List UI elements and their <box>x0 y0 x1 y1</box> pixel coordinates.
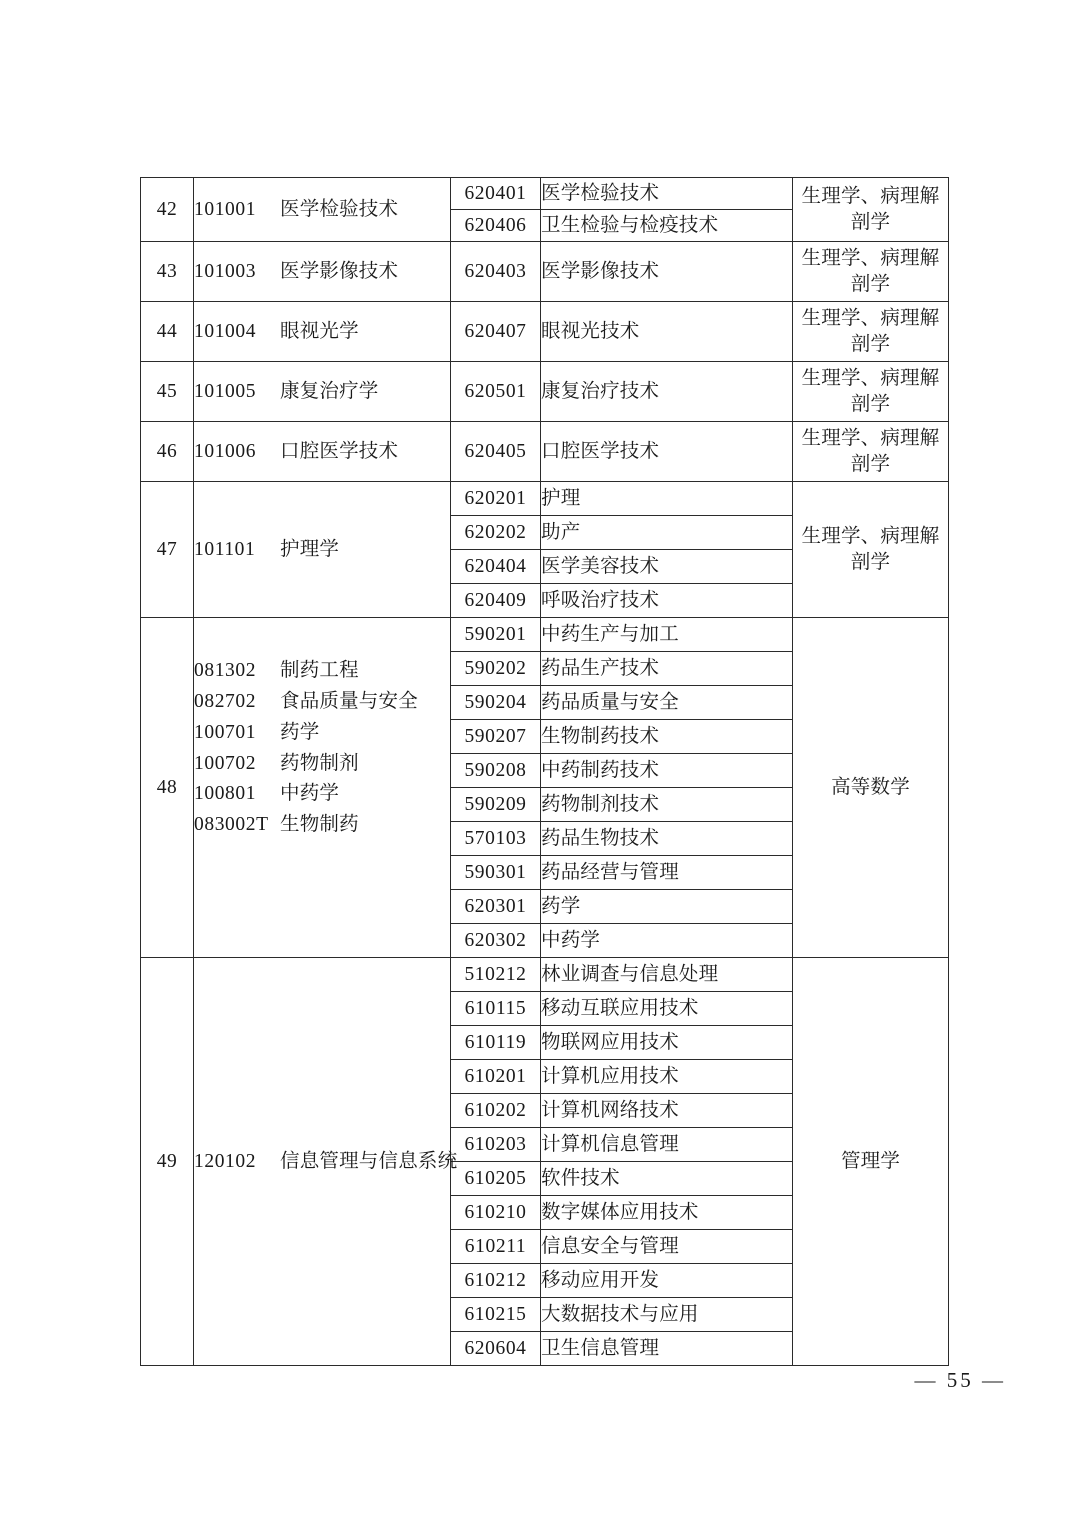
exam-subject-cell: 管理学 <box>793 958 949 1366</box>
table-row <box>141 242 949 302</box>
major-list <box>194 379 450 405</box>
specialty-name-cell: 卫生信息管理 <box>541 1332 793 1366</box>
specialty-code-cell: 570103 <box>451 822 541 856</box>
specialty-name-cell: 数字媒体应用技术 <box>541 1196 793 1230</box>
specialty-code-cell: 620406 <box>451 210 541 242</box>
specialty-code-cell: 610215 <box>451 1298 541 1332</box>
specialty-name-cell: 呼吸治疗技术 <box>541 584 793 618</box>
major-name: 口腔医学技术 <box>280 440 399 462</box>
major-name: 眼视光学 <box>280 320 359 342</box>
specialty-name-cell: 药品生产技术 <box>541 652 793 686</box>
specialty-name-cell: 物联网应用技术 <box>541 1026 793 1060</box>
specialty-name-cell: 药物制剂技术 <box>541 788 793 822</box>
specialty-code-cell: 620501 <box>451 362 541 422</box>
major-list <box>194 656 450 841</box>
major-entry <box>194 779 450 810</box>
specialty-code-cell: 620403 <box>451 242 541 302</box>
major-code: 101003 <box>194 260 257 282</box>
specialty-code-cell: 590209 <box>451 788 541 822</box>
table-row <box>141 958 949 992</box>
table-row <box>141 302 949 362</box>
major-entry <box>194 718 450 749</box>
undergraduate-major-cell <box>194 618 451 958</box>
major-code: 082702 <box>194 690 257 712</box>
row-number-cell: 47 <box>141 482 194 618</box>
specialty-code-cell: 610212 <box>451 1264 541 1298</box>
exam-subject-cell: 生理学、病理解剖学 <box>793 178 949 242</box>
specialty-code-cell: 620201 <box>451 482 541 516</box>
specialty-name-cell: 移动互联应用技术 <box>541 992 793 1026</box>
specialty-name-cell: 软件技术 <box>541 1162 793 1196</box>
major-name: 制药工程 <box>280 660 359 682</box>
specialty-code-cell: 510212 <box>451 958 541 992</box>
table-row <box>141 618 949 652</box>
specialty-name-cell: 中药制药技术 <box>541 754 793 788</box>
table-row <box>141 362 949 422</box>
specialty-name-cell: 药学 <box>541 890 793 924</box>
specialty-code-cell: 620401 <box>451 178 541 210</box>
specialty-name-cell: 计算机应用技术 <box>541 1060 793 1094</box>
major-entry <box>194 319 450 345</box>
specialty-code-cell: 590301 <box>451 856 541 890</box>
row-number-cell: 43 <box>141 242 194 302</box>
specialty-name-cell: 药品质量与安全 <box>541 686 793 720</box>
row-number-cell: 46 <box>141 422 194 482</box>
specialty-name-cell: 卫生检验与检疫技术 <box>541 210 793 242</box>
major-entry <box>194 259 450 285</box>
major-name: 医学影像技术 <box>280 260 399 282</box>
major-entry <box>194 1149 458 1175</box>
specialty-code-cell: 610201 <box>451 1060 541 1094</box>
undergraduate-major-cell <box>194 302 451 362</box>
row-number-cell: 48 <box>141 618 194 958</box>
undergraduate-major-cell <box>194 178 451 242</box>
specialty-code-cell: 610119 <box>451 1026 541 1060</box>
specialty-name-cell: 大数据技术与应用 <box>541 1298 793 1332</box>
major-entry <box>194 537 450 563</box>
major-code: 101101 <box>194 538 256 560</box>
major-code: 100701 <box>194 721 257 743</box>
page-number: — 55 — <box>914 1368 1006 1392</box>
exam-subject-cell: 生理学、病理解剖学 <box>793 482 949 618</box>
exam-subject-cell: 高等数学 <box>793 618 949 958</box>
major-code: 101004 <box>194 320 257 342</box>
major-name: 康复治疗学 <box>280 380 379 402</box>
exam-subject-cell: 生理学、病理解剖学 <box>793 242 949 302</box>
specialty-name-cell: 护理 <box>541 482 793 516</box>
specialty-code-cell: 590201 <box>451 618 541 652</box>
specialty-name-cell: 药品生物技术 <box>541 822 793 856</box>
specialty-code-cell: 610203 <box>451 1128 541 1162</box>
major-code: 101005 <box>194 380 257 402</box>
table-body <box>141 178 949 1366</box>
major-code: 120102 <box>194 1150 257 1172</box>
table-row <box>141 482 949 516</box>
specialty-code-cell: 620301 <box>451 890 541 924</box>
row-number-cell: 49 <box>141 958 194 1366</box>
major-name: 药学 <box>280 721 320 743</box>
table-row <box>141 178 949 210</box>
major-name: 药物制剂 <box>280 752 359 774</box>
exam-subject-cell: 生理学、病理解剖学 <box>793 362 949 422</box>
specialty-code-cell: 590202 <box>451 652 541 686</box>
major-list <box>194 537 450 563</box>
major-code: 081302 <box>194 660 257 682</box>
specialty-code-cell: 620302 <box>451 924 541 958</box>
specialty-name-cell: 计算机信息管理 <box>541 1128 793 1162</box>
specialty-name-cell: 信息安全与管理 <box>541 1230 793 1264</box>
major-list <box>194 259 450 285</box>
major-list <box>194 197 450 223</box>
specialty-name-cell: 医学检验技术 <box>541 178 793 210</box>
row-number-cell: 44 <box>141 302 194 362</box>
major-entry <box>194 749 450 780</box>
specialty-code-cell: 590207 <box>451 720 541 754</box>
table-row <box>141 422 949 482</box>
major-entry <box>194 379 450 405</box>
major-list <box>194 319 450 345</box>
specialty-code-cell: 590204 <box>451 686 541 720</box>
specialty-code-cell: 590208 <box>451 754 541 788</box>
specialty-name-cell: 医学影像技术 <box>541 242 793 302</box>
specialty-code-cell: 610210 <box>451 1196 541 1230</box>
specialty-name-cell: 药品经营与管理 <box>541 856 793 890</box>
specialty-code-cell: 610211 <box>451 1230 541 1264</box>
major-correspondence-table <box>140 177 949 1366</box>
specialty-name-cell: 中药学 <box>541 924 793 958</box>
specialty-name-cell: 口腔医学技术 <box>541 422 793 482</box>
major-code: 083002T <box>194 814 269 836</box>
undergraduate-major-cell <box>194 422 451 482</box>
major-name: 食品质量与安全 <box>280 690 418 712</box>
major-name: 信息管理与信息系统 <box>280 1150 458 1172</box>
major-entry <box>194 439 450 465</box>
specialty-name-cell: 生物制药技术 <box>541 720 793 754</box>
major-entry <box>194 197 450 223</box>
specialty-code-cell: 620604 <box>451 1332 541 1366</box>
specialty-name-cell: 计算机网络技术 <box>541 1094 793 1128</box>
major-name: 中药学 <box>280 783 340 805</box>
undergraduate-major-cell <box>194 958 458 1366</box>
specialty-name-cell: 医学美容技术 <box>541 550 793 584</box>
major-list <box>194 439 450 465</box>
undergraduate-major-cell <box>194 242 451 302</box>
major-code: 100801 <box>194 783 257 805</box>
exam-subject-cell: 生理学、病理解剖学 <box>793 422 949 482</box>
specialty-name-cell: 助产 <box>541 516 793 550</box>
major-code: 101001 <box>194 198 257 220</box>
specialty-name-cell: 中药生产与加工 <box>541 618 793 652</box>
major-name: 医学检验技术 <box>280 198 399 220</box>
major-code: 101006 <box>194 440 257 462</box>
major-entry <box>194 810 450 841</box>
exam-subject-cell: 生理学、病理解剖学 <box>793 302 949 362</box>
major-entry <box>194 687 450 718</box>
specialty-code-cell: 620202 <box>451 516 541 550</box>
specialty-code-cell: 620409 <box>451 584 541 618</box>
specialty-name-cell: 眼视光技术 <box>541 302 793 362</box>
row-number-cell: 42 <box>141 178 194 242</box>
specialty-name-cell: 移动应用开发 <box>541 1264 793 1298</box>
specialty-code-cell: 620407 <box>451 302 541 362</box>
specialty-code-cell: 620404 <box>451 550 541 584</box>
specialty-code-cell: 620405 <box>451 422 541 482</box>
major-code: 100702 <box>194 752 257 774</box>
undergraduate-major-cell <box>194 482 451 618</box>
major-list <box>194 1149 458 1175</box>
row-number-cell: 45 <box>141 362 194 422</box>
specialty-code-cell: 610202 <box>451 1094 541 1128</box>
major-entry <box>194 656 450 687</box>
specialty-code-cell: 610115 <box>451 992 541 1026</box>
specialty-code-cell: 610205 <box>451 1162 541 1196</box>
major-name: 护理学 <box>280 538 340 560</box>
specialty-name-cell: 林业调查与信息处理 <box>541 958 793 992</box>
undergraduate-major-cell <box>194 362 451 422</box>
specialty-name-cell: 康复治疗技术 <box>541 362 793 422</box>
major-name: 生物制药 <box>280 814 359 836</box>
